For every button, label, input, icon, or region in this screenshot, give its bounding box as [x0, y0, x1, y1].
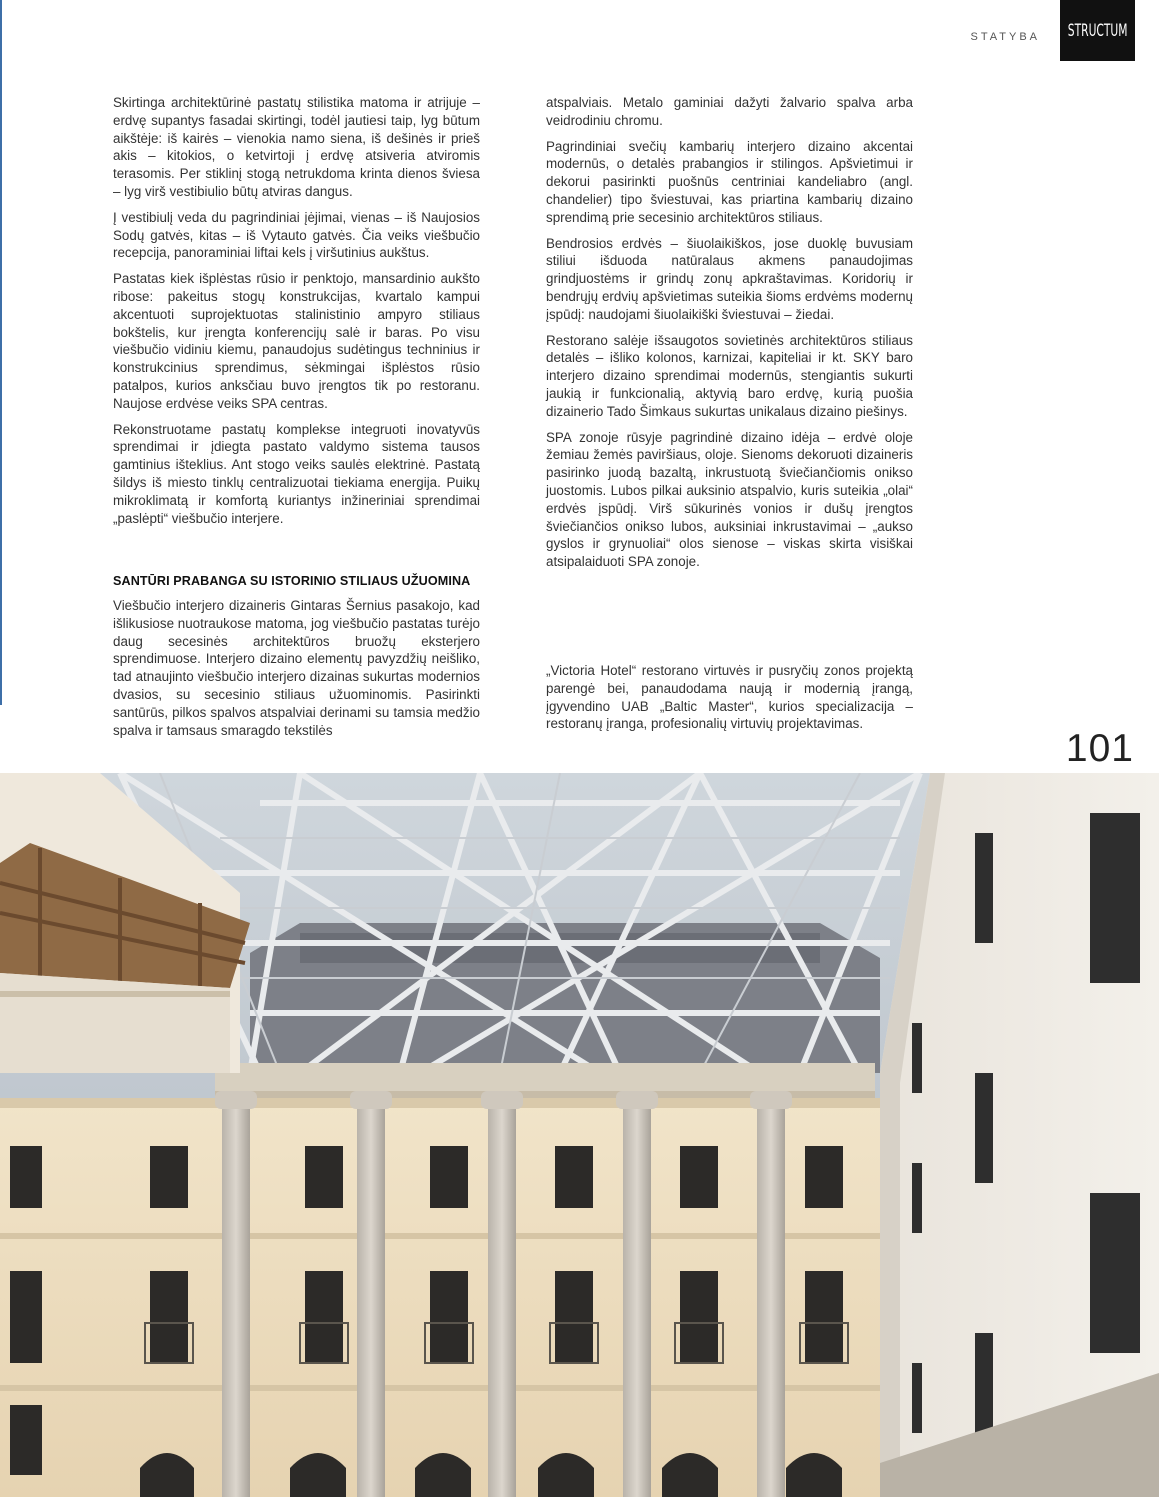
magazine-logo [1060, 0, 1135, 61]
paragraph: Viešbučio interjero dizaineris Gintaras Šernius pasakojo, kad išlikusiose nuotraukose matoma, jog viešbučio pastatas turėjo daug secesinės architektūros bruožų eksterjero sprendimuose. Interjero dizaino elementų pavyzdžių neišliko, tad atnaujinto viešbučio interjero dizainas sukurtas modernios dvasios, su secesinio stiliaus užuominomis. Pasirinkti santūrūs, pilkos spalvos atspalviai derinami su tamsia medžio spalva ir tamsaus smaragdo tekstilės [113, 598, 480, 738]
paragraph: „Victoria Hotel“ restorano virtuvės ir pusryčių zonos projektą parengė bei, panaudodama naują ir modernią įrangą, įgyvendino UAB „Baltic Master“, kurios specializacija – restoranų įranga, profesionalių virtuvių projektavimas. [546, 663, 913, 732]
page-edge-rule [0, 0, 2, 705]
paragraph: Rekonstruotame pastatų komplekse integruoti inovatyvūs sprendimai ir įdiegta pastato valdymo sistema tausos gamtinius išteklius. Ant stogo veiks saulės elektrinė. Pastatą šildys iš miesto tinklų centralizuotai tiekiama energija. Puikų mikroklimatą ir komfortą kuriantys inžineriniai sprendimai „paslėpti“ viešbučio interjere. [113, 421, 480, 526]
paragraph: Restorano salėje išsaugotos sovietinės architektūros stiliaus detalės – išliko kolonos, karnizai, kapiteliai ir kt. SKY baro interjero dizaino sprendimai modernūs, stengiantis sukurti jaukią ir funkcionalią, aktyvią baro erdvę, kurią puošia dizainerio Tado Šimkaus sukurtas unikalaus dizaino piešinys. [546, 332, 913, 419]
page-number: 101 [1065, 727, 1134, 770]
atrium-illustration [0, 773, 1159, 1497]
paragraph: Į vestibiulį veda du pagrindiniai įėjimai, vienas – iš Naujosios Sodų gatvės, kitas – iš Vytauto gatvės. Čia veiks viešbučio recepcija, panoraminiai liftai kels į viršutinius aukštus. [113, 209, 480, 261]
paragraph: Bendrosios erdvės – šiuolaikiškos, jose duoklę buvusiam stiliui išduoda natūralaus akmens panaudojimas grindjuostėms ir grindų zonų apkraštavimas. Koridorių ir bendrųjų erdvių apšvietimas suteikia šioms erdvėms modernų įspūdį: naudojami šiuolaikiški šviestuvai – žiedai. [546, 235, 913, 322]
magazine-logo-text: STRUCTUM [1067, 20, 1128, 41]
paragraph: Pastatas kiek išplėstas rūsio ir penktojo, mansardinio aukšto ribose: pakeitus stogų konstrukcijas, kvartalo kampui akcentuoti suprojektuotas stalinistinio ampyro stiliaus bokštelis, kur įrengta konferencijų salė ir baras. Po visu viešbučio vidiniu kiemu, panaudojus sudėtingus techninius ir konstrukcinius sprendimus, sėkmingai išplėstos rūsio patalpos, kurios anksčiau buvo įrengtos tik po restoranu. Naujose erdvėse veiks SPA centras. [113, 271, 480, 411]
text-column-left-lower [113, 597, 480, 747]
section-label: STATYBA [970, 31, 1040, 43]
text-column-left [113, 94, 480, 535]
paragraph: Pagrindiniai svečių kambarių interjero dizaino akcentai modernūs, o detalės prabangios ir stilingos. Apšvietimui ir dekorui pasirinkti puošnūs centriniai kandeliabro (angl. chandelier) tipo šviestuvai, kas priartina kambarių dizaino sprendimą prie secesinio architektūros stiliaus. [546, 138, 913, 225]
paragraph: Skirtinga architektūrinė pastatų stilistika matoma ir atrijuje – erdvę supantys fasadai skirtingi, todėl jautiesi taip, lyg būtum aikštėje: iš kairės – vienokia namo siena, iš dešinės ir prieš akis – kitokios, o ketvirtoji į erdvę atsiveria atviromis terasomis. Per stiklinį stogą netrukdoma krinta dienos šviesa – lyg virš vestibiulio būtų atviras dangus. [113, 95, 480, 199]
atrium-photo [0, 773, 1159, 1497]
paragraph: SPA zonoje rūsyje pagrindinė dizaino idėja – erdvė oloje žemiau žemės paviršiaus, oloje. Sienoms dekoruoti dizaineris pasirinko juodą bazaltą, inkrustuotą šviečiančiomis onikso juostomis. Lubos pilkai auksinio atspalvio, kuris suteikia „olai“ erdvės įspūdį. Virš sūkurinės vonios ir dušų įrengtos šviečiančios onikso lubos, auksiniai inkrustavimai – „aukso gyslos ir grynuoliai“ olos sienose – viskas skirta visiškai atsipalaiduoti SPA zonoje. [546, 429, 913, 570]
section-heading: SANTŪRI PRABANGA SU ISTORINIO STILIAUS UŽUOMINA [113, 574, 471, 588]
text-column-right-lower [546, 662, 913, 741]
paragraph: atspalviais. Metalo gaminiai dažyti žalvario spalva arba veidrodiniu chromu. [546, 95, 913, 128]
text-column-right [546, 94, 913, 579]
